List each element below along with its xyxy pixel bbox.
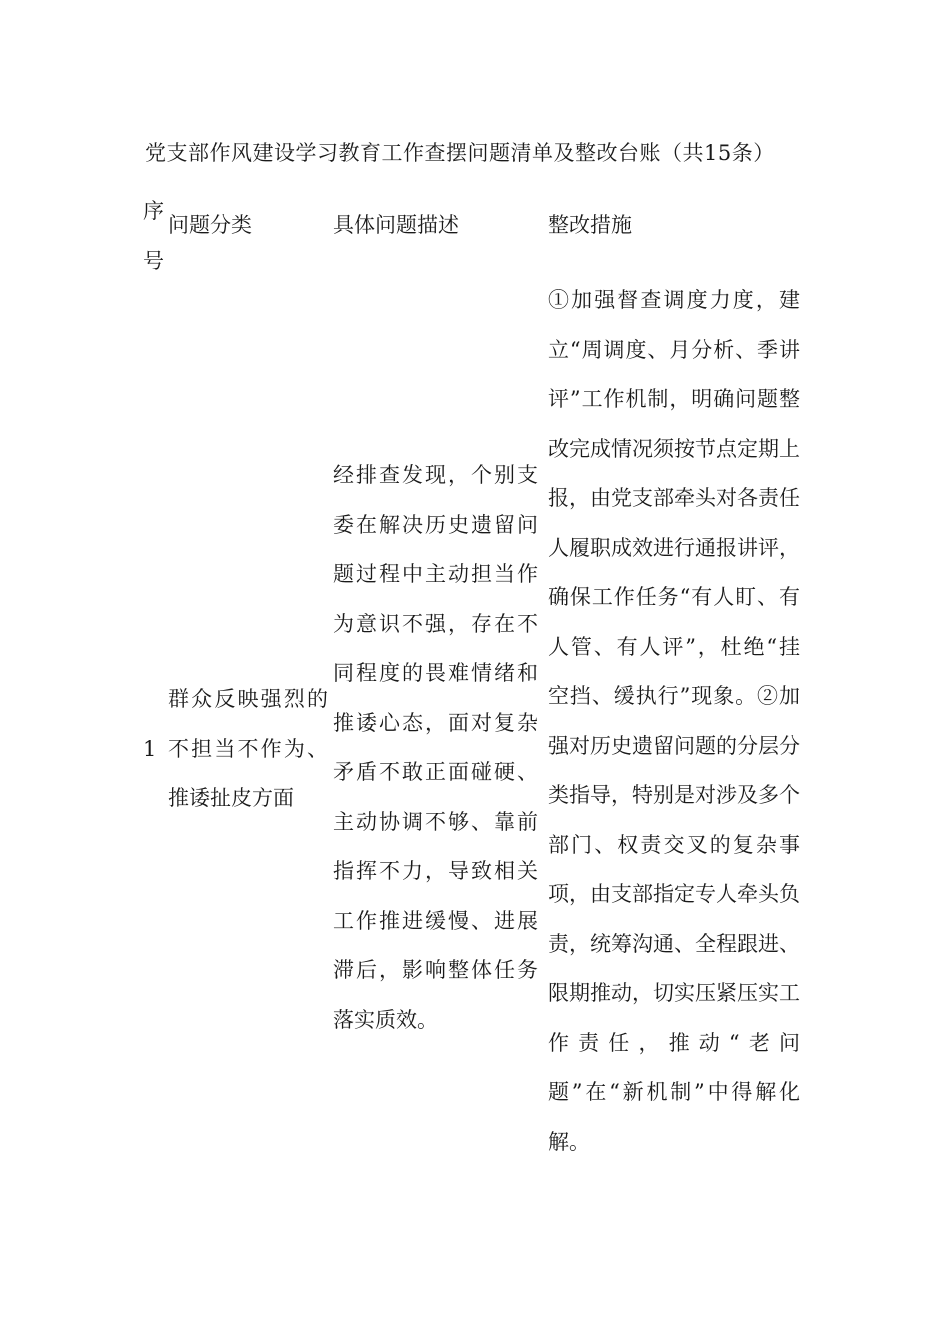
row-index: 1 <box>143 737 157 761</box>
header-index: 序号 <box>143 199 164 273</box>
header-measures: 整改措施 <box>548 213 632 237</box>
header-description: 具体问题描述 <box>333 213 459 237</box>
row-description: 经排查发现，个别支委在解决历史遗留问题过程中主动担当作为意识不强，存在不同程度的畏难情绪和推诿心态，面对复杂矛盾不敢正面碰硬、主动协调不够、靠前指挥不力，导致相关工作推进缓慢、进展滞后，影响整体任务落实质效。 <box>333 463 538 1032</box>
document-title: 党支部作风建设学习教育工作查摆问题清单及整改台账（共15条） <box>145 141 775 165</box>
row-category: 群众反映强烈的不担当不作为、推诿扯皮方面 <box>168 687 328 810</box>
row-measures: ①加强督查调度力度，建立“周调度、月分析、季讲评”工作机制，明确问题整改完成情况须按节点定期上报，由党支部牵头对各责任人履职成效进行通报讲评，确保工作任务“有人盯、有人管、有人评”，杜绝“挂空挡、缓执行”现象。②加强对历史遗留问题的分层分类指导，特别是对涉及多个部门、权责交叉的复杂事项，由支部指定专人牵头负责，统筹沟通、全程跟进、限期推动，切实压紧压实工作责任，推动“老问题”在“新机制”中得解化解。 <box>548 288 800 1154</box>
header-category: 问题分类 <box>168 213 252 237</box>
